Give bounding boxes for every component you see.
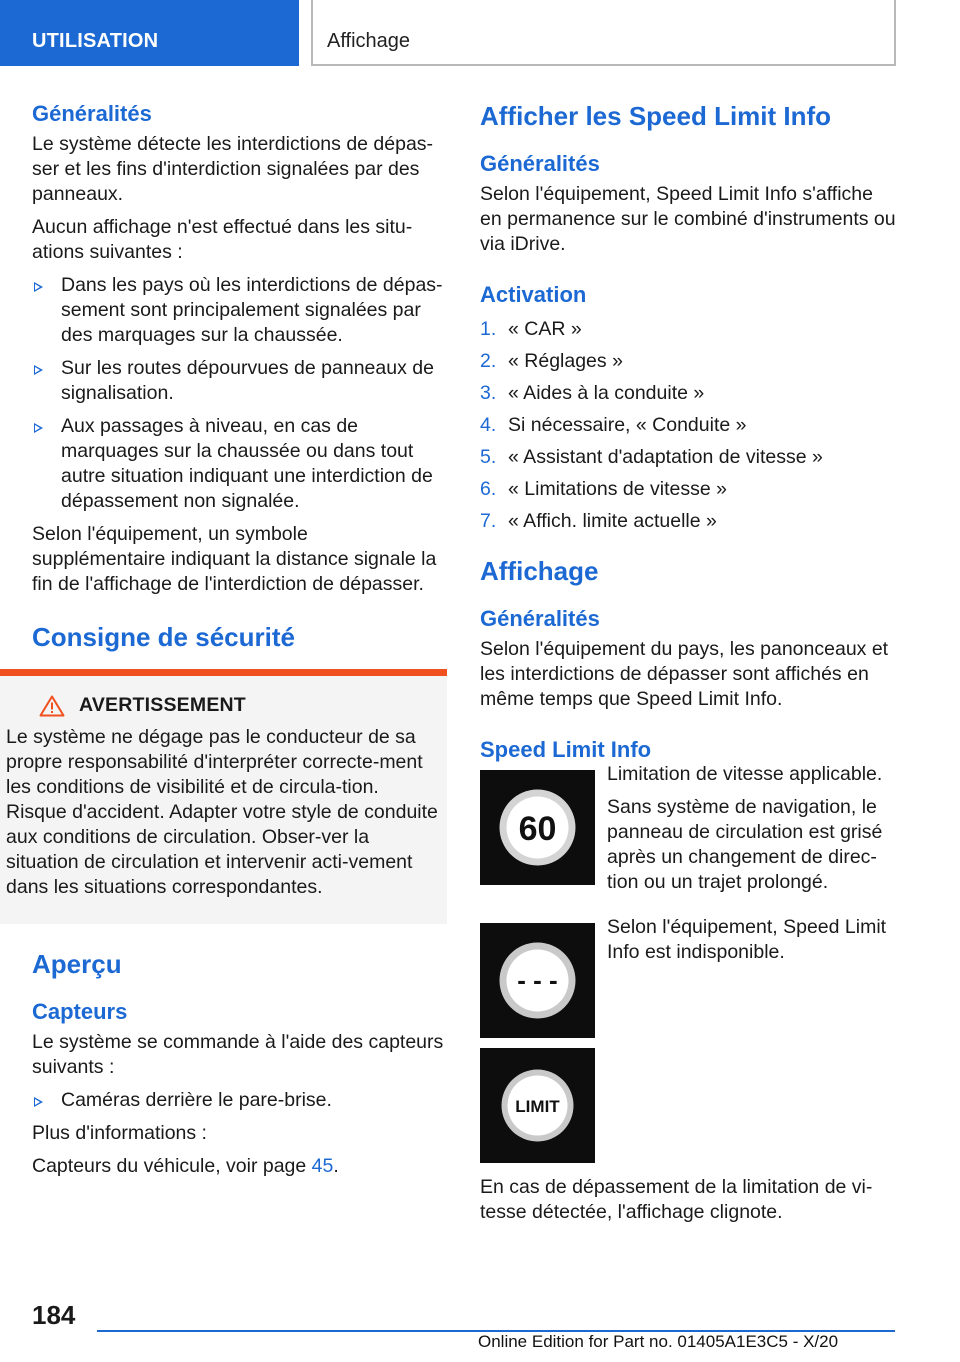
heading-consigne: Consigne de sécurité bbox=[32, 622, 295, 652]
heading-generalites: Généralités bbox=[480, 151, 600, 176]
heading-generalites: Généralités bbox=[32, 101, 152, 126]
list-item: Dans les pays où les interdictions de dépas-sement sont principalement signalées par des marquages sur la chaussée. bbox=[32, 273, 446, 348]
paragraph: Aucun affichage n'est effectué dans les situ-ations suivantes : bbox=[32, 216, 413, 263]
page-number: 184 bbox=[32, 1300, 76, 1330]
paragraph: Selon l'équipement du pays, les panonceaux et les interdictions de dépasser sont affichés en même temps que Speed Limit Info. bbox=[480, 638, 889, 710]
sign-description: Limitation de vitesse applicable. Sans système de navigation, le panneau de circulation est grisé après un changement de direc-tion ou un trajet prolongé. bbox=[607, 763, 883, 893]
sign-description: Selon l'équipement, Speed Limit Info est indisponible. bbox=[607, 916, 887, 963]
paragraph: Le système détecte les interdictions de dépas-ser et les fins d'interdiction signalées par des panneaux. bbox=[32, 133, 434, 205]
bullet-list bbox=[32, 1088, 446, 1113]
list-item: 3. « Aides à la conduite » bbox=[480, 381, 705, 404]
heading-speed-limit-info: Afficher les Speed Limit Info bbox=[480, 101, 832, 131]
chapter-title: Affichage bbox=[327, 30, 411, 52]
list-item: 1. « CAR » bbox=[480, 317, 582, 340]
paragraph: Capteurs du véhicule, voir page 45. bbox=[32, 1155, 339, 1177]
list-item: 4. Si nécessaire, « Conduite » bbox=[480, 413, 747, 436]
paragraph: Le système se commande à l'aide des capteurs suivants : bbox=[32, 1031, 444, 1078]
bullet-list bbox=[32, 273, 446, 514]
page-link[interactable]: 45 bbox=[311, 1155, 334, 1177]
numbered-list bbox=[480, 313, 900, 537]
sign-row-unavailable bbox=[480, 916, 900, 1038]
section-title: UTILISATION bbox=[32, 30, 159, 52]
list-item: 7. « Affich. limite actuelle » bbox=[480, 509, 717, 532]
list-item: 2. « Réglages » bbox=[480, 349, 623, 372]
chapter-tab bbox=[311, 0, 896, 66]
warning-title bbox=[39, 694, 439, 717]
paragraph: En cas de dépassement de la limitation de vi-tesse détectée, l'affichage clignote. bbox=[480, 1176, 873, 1223]
warning-box bbox=[0, 669, 447, 924]
sign-row-60 bbox=[480, 763, 900, 895]
sign-value: 60 bbox=[518, 810, 557, 848]
speed-sign-60-image bbox=[480, 770, 595, 885]
list-item: Aux passages à niveau, en cas de marquages sur la chaussée ou dans tout autre situation indiquant une interdiction de dépassement non signalée. bbox=[32, 414, 446, 514]
triangle-bullet-icon bbox=[34, 365, 43, 375]
section-tab bbox=[0, 0, 299, 66]
speed-sign-unavailable-image bbox=[480, 923, 595, 1038]
list-item: Caméras derrière le pare-brise. bbox=[32, 1088, 446, 1113]
sign-value: LIMIT bbox=[515, 1097, 560, 1116]
paragraph: Selon l'équipement, un symbole supplémentaire indiquant la distance signale la fin de l'affichage de l'interdiction de dépasser. bbox=[32, 523, 437, 595]
heading-generalites: Généralités bbox=[480, 606, 600, 631]
list-item: 6. « Limitations de vitesse » bbox=[480, 477, 727, 500]
right-column bbox=[480, 100, 900, 1225]
heading-activation: Activation bbox=[480, 282, 587, 307]
paragraph: Plus d'informations : bbox=[32, 1122, 207, 1144]
heading-affichage: Affichage bbox=[480, 556, 599, 586]
triangle-bullet-icon bbox=[34, 1097, 43, 1107]
left-column bbox=[6, 100, 446, 1179]
warning-triangle-icon bbox=[39, 695, 65, 717]
warning-text: Le système ne dégage pas le conducteur de sa propre responsabilité d'interpréter correcte-ment les conditions de visibilité et de circula-tion. Risque d'accident. Adapter votre style de conduite aux conditions de circulation. Obser-ver la situation de circulation et intervenir acti-vement dans les situations correspondantes. bbox=[6, 726, 438, 898]
paragraph: Selon l'équipement, Speed Limit Info s'affiche en permanence sur le combiné d'instruments ou via iDrive. bbox=[480, 183, 896, 255]
list-item: 5. « Assistant d'adaptation de vitesse » bbox=[480, 445, 823, 468]
heading-speed-limit: Speed Limit Info bbox=[480, 737, 652, 762]
sign-row-limit bbox=[480, 1048, 900, 1163]
list-item: Sur les routes dépourvues de panneaux de signalisation. bbox=[32, 356, 446, 406]
heading-apercu: Aperçu bbox=[32, 949, 122, 979]
speed-sign-limit-image bbox=[480, 1048, 595, 1163]
footer-edition: Online Edition for Part no. 01405A1E3C5 - X/20 bbox=[478, 1332, 839, 1351]
sign-value: - - - bbox=[517, 965, 558, 995]
warning-label: AVERTISSEMENT bbox=[79, 694, 246, 716]
triangle-bullet-icon bbox=[34, 423, 43, 433]
heading-capteurs: Capteurs bbox=[32, 999, 128, 1024]
triangle-bullet-icon bbox=[34, 282, 43, 292]
